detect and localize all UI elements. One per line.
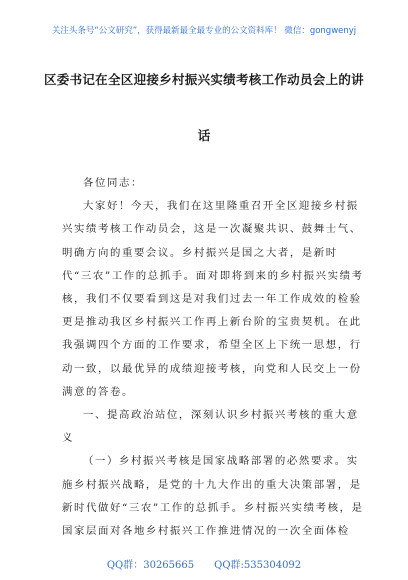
document-title-continued: 话 [197,128,211,143]
salutation: 各位同志： [83,177,143,189]
document-body [62,172,368,543]
document-title: 区委书记在全区迎接乡村振兴实绩考核工作动员会上的讲 [43,72,364,87]
section-heading: 一、提高政治站位，深刻认识乡村振兴考核的重大意义 [62,409,359,445]
qq-group-1: QQ群：30265665 [106,560,195,571]
page-footer [0,556,408,571]
paragraph-opening: 大家好！今天，我们在这里隆重召开全区迎接乡村振兴实绩考核工作动员会，这是一次凝聚共识、鼓舞士气、明确方向的重要会议。乡村振兴是国之大者，是新时代“三农”工作的总抓手。面对即将到来的乡村振兴实绩考核，我们不仅要看到这是对我们过去一年工作成效的检验更是推动我区乡村振兴工作再上新台阶的宝贵契机。在此我强调四个方面的工作要求，希望全区上下统一思想，行动一致，以最优异的成绩迎接考核，向党和人民交上一份满意的答卷。 [62,200,364,398]
promo-banner: 关注头条号“公文研究”，获得最新最全最专业的公文资料库！ 微信：gongwenyj [51,26,357,36]
qq-group-2: QQ群:535304092 [214,560,302,571]
paragraph-subsection-1: （一）乡村振兴考核是国家战略部署的必然要求。实施乡村振兴战略，是党的十九大作出的重大决策部署，是新时代做好“三农”工作的总抓手。乡村振兴实绩考核，是国家层面对各地乡村振兴工作推进情况的一次全面体检 [62,455,364,538]
